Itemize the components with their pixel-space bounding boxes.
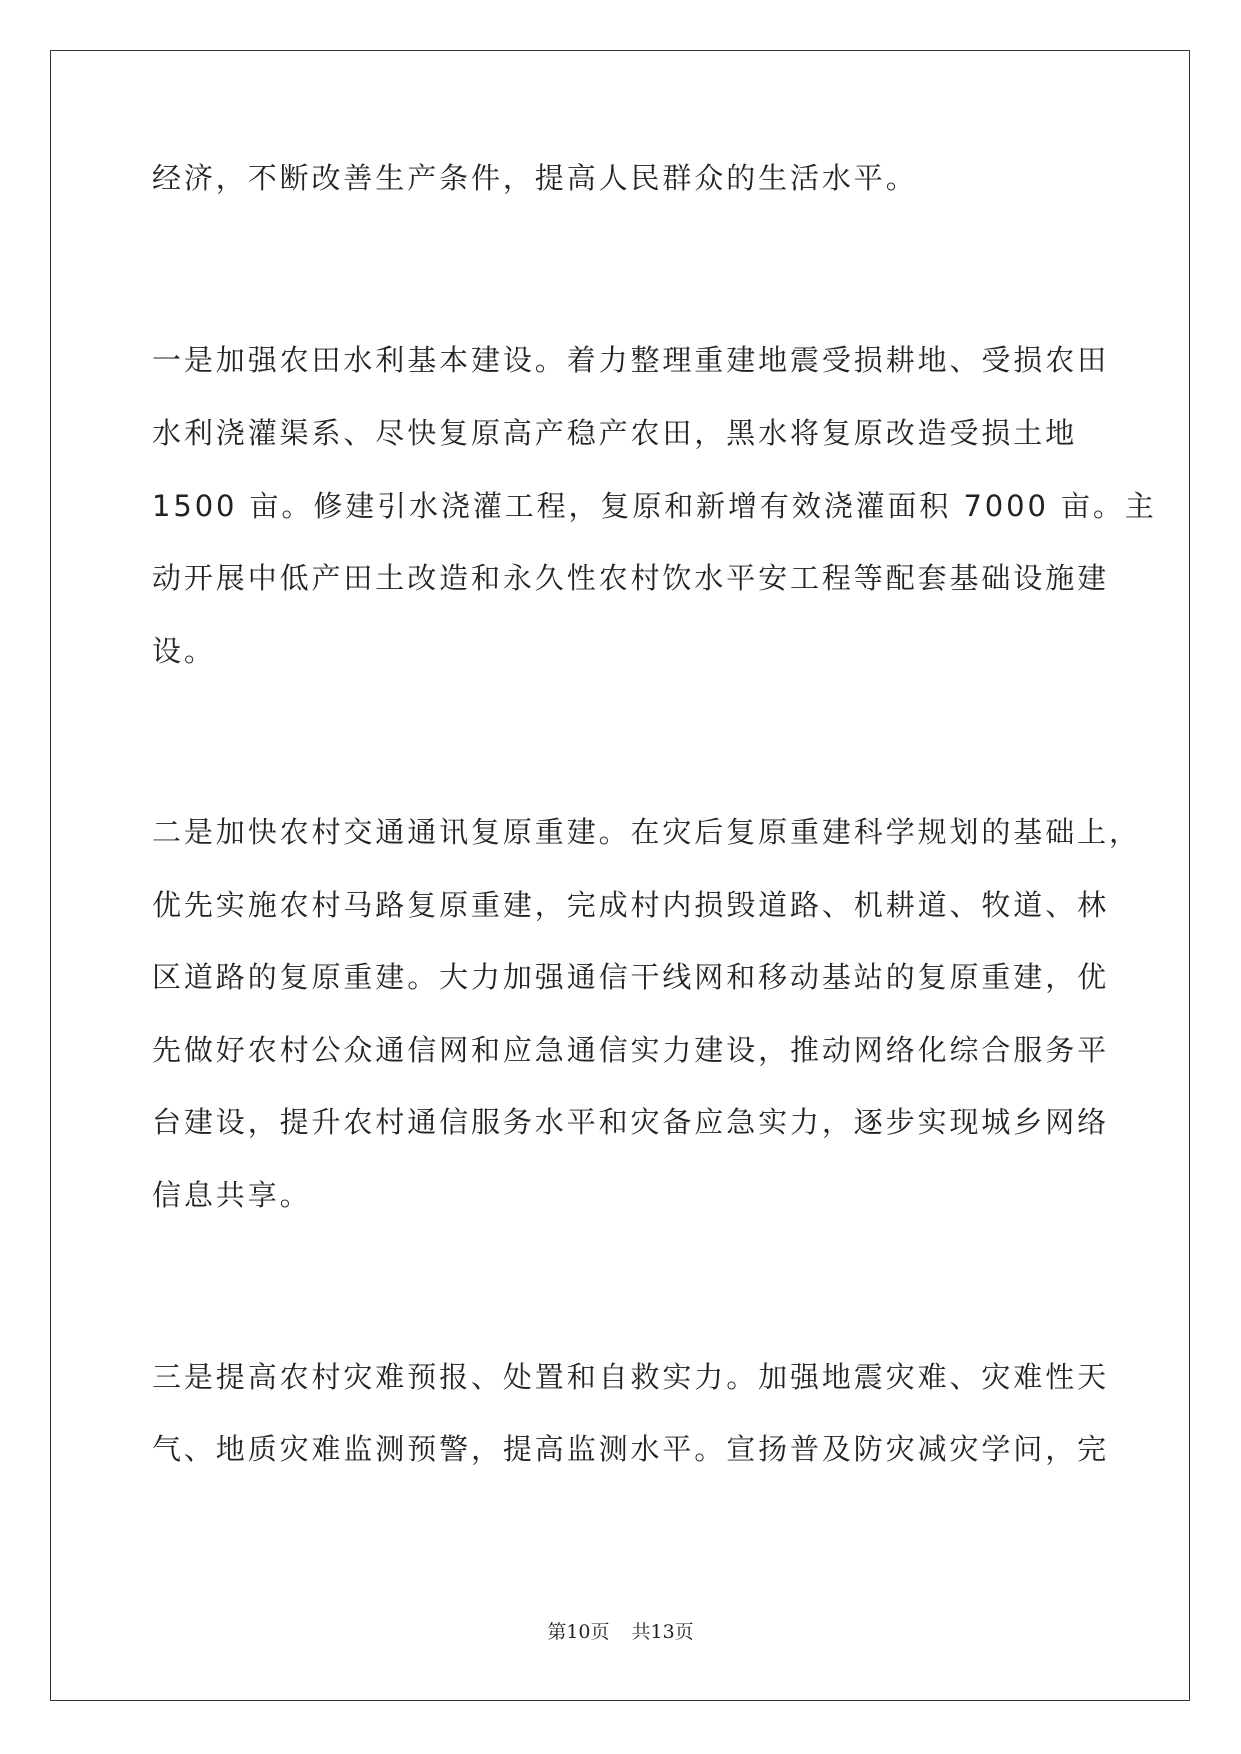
- text-line-9: 区道路的复原重建。大力加强通信干线网和移动基站的复原重建，优: [152, 960, 1110, 994]
- text-line-5: 动开展中低产田土改造和永久性农村饮水平安工程等配套基础设施建: [152, 561, 1110, 595]
- text-line-1: 经济，不断改善生产条件，提高人民群众的生活水平。: [152, 161, 918, 195]
- total-pages-label: 共13页: [631, 1621, 694, 1643]
- text-line-6: 设。: [152, 634, 216, 668]
- text-line-3: 水利浇灌渠系、尽快复原高产稳产农田，黑水将复原改造受损土地: [152, 416, 1078, 450]
- text-line-10: 先做好农村公众通信网和应急通信实力建设，推动网络化综合服务平: [152, 1033, 1110, 1067]
- text-line-8: 优先实施农村马路复原重建，完成村内损毁道路、机耕道、牧道、林: [152, 888, 1110, 922]
- text-line-11: 台建设，提升农村通信服务水平和灾备应急实力，逐步实现城乡网络: [152, 1105, 1110, 1139]
- text-line-4: 1500 亩。修建引水浇灌工程，复原和新增有效浇灌面积 7000 亩。主: [152, 489, 1157, 523]
- text-line-13: 三是提高农村灾难预报、处置和自救实力。加强地震灾难、灾难性天: [152, 1360, 1110, 1394]
- text-line-12: 信息共享。: [152, 1178, 312, 1212]
- text-line-7: 二是加快农村交通通讯复原重建。在灾后复原重建科学规划的基础上，: [152, 815, 1141, 849]
- page-footer: [0, 1619, 1241, 1645]
- current-page-label: 第10页: [547, 1621, 610, 1643]
- text-line-14: 气、地质灾难监测预警，提高监测水平。宣扬普及防灾减灾学问，完: [152, 1432, 1110, 1466]
- text-line-2: 一是加强农田水利基本建设。着力整理重建地震受损耕地、受损农田: [152, 343, 1110, 377]
